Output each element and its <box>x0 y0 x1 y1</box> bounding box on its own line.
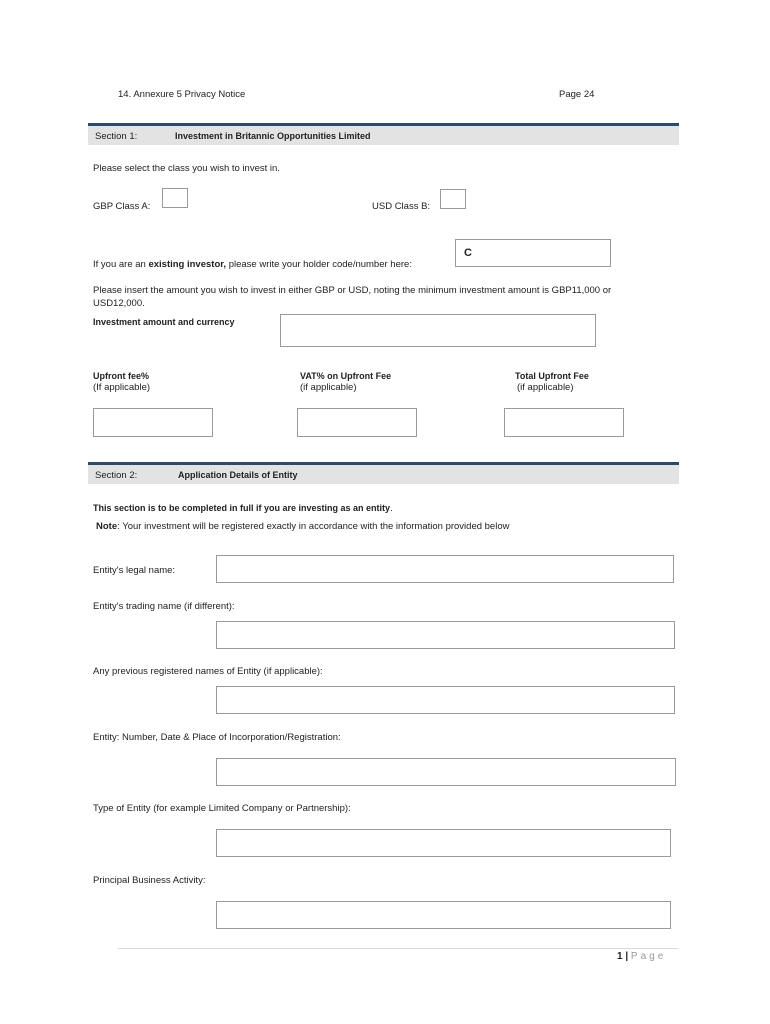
intro-end: . <box>390 503 393 514</box>
footer-separator: | <box>622 951 631 962</box>
section-2-number: Section 2: <box>95 470 138 481</box>
previous-names-input[interactable] <box>216 686 675 714</box>
note-bold: Note <box>96 521 118 532</box>
existing-suffix: please write your holder code/number here: <box>226 259 412 270</box>
page-footer <box>617 951 666 962</box>
investment-amount-input[interactable] <box>280 314 596 347</box>
trading-name-input[interactable] <box>216 621 675 649</box>
existing-bold: existing investor, <box>148 259 227 270</box>
upfront-fee-sub: (If applicable) <box>93 382 151 393</box>
vat-input[interactable] <box>297 408 417 437</box>
entity-type-label: Type of Entity (for example Limited Company or Partnership): <box>93 803 351 814</box>
legal-name-input[interactable] <box>216 555 674 583</box>
gbp-class-a-checkbox[interactable] <box>162 188 188 208</box>
existing-prefix: If you are an <box>93 259 149 270</box>
section-2-note <box>96 521 509 532</box>
total-fee-input[interactable] <box>504 408 624 437</box>
business-activity-label: Principal Business Activity: <box>93 875 206 886</box>
section-1-bar <box>88 123 679 145</box>
section-2-title: Application Details of Entity <box>178 470 298 480</box>
gbp-class-label: GBP Class A: <box>93 201 151 212</box>
note-text: : Your investment will be registered exactly in accordance with the information provided below <box>117 521 510 532</box>
section-1-title: Investment in Britannic Opportunities Limited <box>175 131 371 141</box>
header-page-number: Page 24 <box>559 89 595 100</box>
entity-type-input[interactable] <box>216 829 671 857</box>
vat-label: VAT% on Upfront Fee <box>300 371 392 381</box>
upfront-fee-label: Upfront fee% <box>93 371 149 381</box>
trading-name-label: Entity's trading name (if different): <box>93 601 235 612</box>
incorporation-label: Entity: Number, Date & Place of Incorporation/Registration: <box>93 732 341 743</box>
existing-investor-prompt <box>93 259 412 270</box>
previous-names-label: Any previous registered names of Entity (if applicable): <box>93 666 323 677</box>
section-1-number: Section 1: <box>95 131 138 142</box>
upfront-fee-input[interactable] <box>93 408 213 437</box>
amount-prompt-line1: Please insert the amount you wish to invest in either GBP or USD, noting the minimum investment amount is GBP11,000 or <box>93 285 612 296</box>
footer-divider <box>118 948 678 949</box>
incorporation-input[interactable] <box>216 758 676 786</box>
total-fee-label: Total Upfront Fee <box>515 371 589 381</box>
holder-code-value: C <box>464 247 472 259</box>
usd-class-b-checkbox[interactable] <box>440 189 466 209</box>
section-2-intro <box>93 503 393 514</box>
amount-prompt-line2: USD12,000. <box>93 298 145 309</box>
business-activity-input[interactable] <box>216 901 671 929</box>
amount-label: Investment amount and currency <box>93 317 235 327</box>
section-2-bar <box>88 462 679 484</box>
header-section-title: 14. Annexure 5 Privacy Notice <box>118 89 246 100</box>
vat-sub: (if applicable) <box>300 382 357 393</box>
intro-bold: This section is to be completed in full if you are investing as an entity <box>93 503 391 513</box>
class-select-prompt: Please select the class you wish to invest in. <box>93 163 280 174</box>
usd-class-label: USD Class B: <box>372 201 431 212</box>
holder-code-input[interactable] <box>455 239 611 267</box>
total-fee-sub: (if applicable) <box>517 382 574 393</box>
footer-page-number: 1 <box>617 951 623 962</box>
footer-page-word: Page <box>630 951 667 962</box>
legal-name-label: Entity's legal name: <box>93 565 176 576</box>
